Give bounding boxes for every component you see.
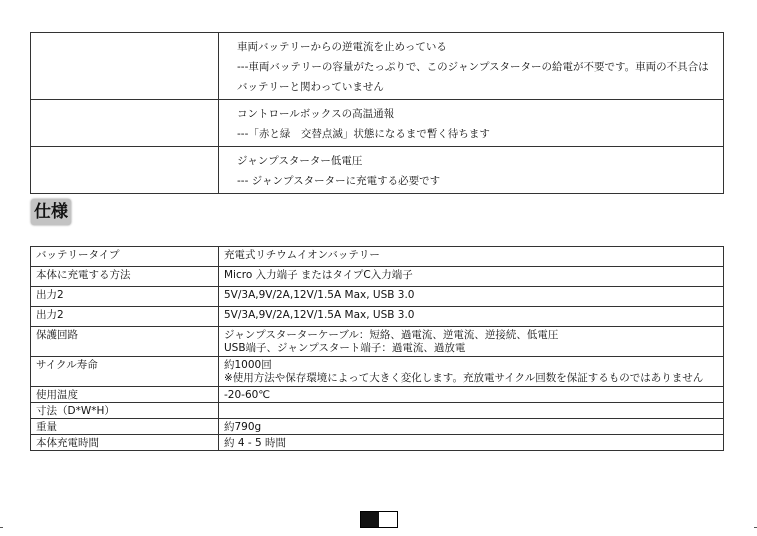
table-row (31, 100, 724, 147)
spec-value (219, 419, 724, 435)
description-line: ---「赤と緑 交替点滅」状態になるまで暫く待ちます (237, 128, 490, 140)
page-indicator (360, 511, 398, 528)
spec-value (219, 435, 724, 451)
crop-mark (0, 527, 3, 528)
description-cell (219, 100, 724, 147)
spec-value-line: ※使用方法や保存環境によって大きく変化します。充放電サイクル回数を保証するものではありません (224, 372, 704, 384)
spec-label: サイクル寿命 (31, 357, 219, 387)
symptom-cell (31, 100, 219, 147)
spec-value (219, 403, 724, 419)
spec-label: 出力2 (31, 307, 219, 327)
spec-label: 使用温度 (31, 387, 219, 403)
description-line: ジャンプスターター低電圧 (237, 155, 363, 167)
table-row (31, 387, 724, 403)
spec-label: バッテリータイプ (31, 247, 219, 267)
spec-value-line: USB端子、ジャンプスタート端子：過電流、過放電 (224, 342, 466, 354)
spec-label: 重量 (31, 419, 219, 435)
spec-value (219, 247, 724, 267)
spec-value-line: 充電式リチウムイオンバッテリー (224, 249, 380, 261)
spec-value (219, 307, 724, 327)
table-row (31, 403, 724, 419)
spec-value (219, 357, 724, 387)
spec-value-line: 5V/3A,9V/2A,12V/1.5A Max, USB 3.0 (224, 309, 415, 321)
spec-label: 出力2 (31, 287, 219, 307)
description-line: --- ジャンプスターターに充電する必要です (237, 175, 441, 187)
spec-value-line: -20-60℃ (224, 389, 271, 401)
section-heading-spec: 仕様 (31, 199, 71, 225)
spec-value-line: 約 4 - 5 時間 (224, 437, 287, 449)
spec-value-line: 約1000回 (224, 359, 272, 371)
table-row (31, 419, 724, 435)
table-row (31, 147, 724, 194)
spec-label: 寸法（D*W*H） (31, 403, 219, 419)
description-cell (219, 33, 724, 100)
symptom-cell (31, 147, 219, 194)
page-indicator-fill (361, 512, 379, 527)
troubleshooting-table (30, 32, 724, 194)
spec-value (219, 387, 724, 403)
spec-table (30, 246, 724, 451)
table-row (31, 247, 724, 267)
spec-value (219, 287, 724, 307)
description-line: コントロールボックスの高温通報 (237, 108, 395, 120)
spec-label: 本体に充電する方法 (31, 267, 219, 287)
description-line: 車両バッテリーからの逆電流を止めっている (237, 41, 447, 53)
table-row (31, 357, 724, 387)
table-row (31, 267, 724, 287)
table-row (31, 435, 724, 451)
table-row (31, 327, 724, 357)
spec-label: 本体充電時間 (31, 435, 219, 451)
symptom-cell (31, 33, 219, 100)
description-line: バッテリーと関わっていません (237, 81, 384, 93)
table-row (31, 287, 724, 307)
spec-value-line: ジャンプスターターケーブル：短絡、過電流、逆電流、逆接続、低電圧 (224, 329, 559, 341)
description-cell (219, 147, 724, 194)
spec-value (219, 267, 724, 287)
spec-value-line: 5V/3A,9V/2A,12V/1.5A Max, USB 3.0 (224, 289, 415, 301)
table-row (31, 33, 724, 100)
description-line: ---車両バッテリーの容量がたっぷりで、このジャンプスターターの給電が不要です。車両の不具合は (237, 61, 709, 73)
spec-value (219, 327, 724, 357)
table-row (31, 307, 724, 327)
spec-value-line: 約790g (224, 421, 262, 433)
page-indicator-empty (379, 512, 397, 527)
spec-label: 保護回路 (31, 327, 219, 357)
spec-value-line: Micro 入力端子 またはタイプC入力端子 (224, 269, 413, 281)
